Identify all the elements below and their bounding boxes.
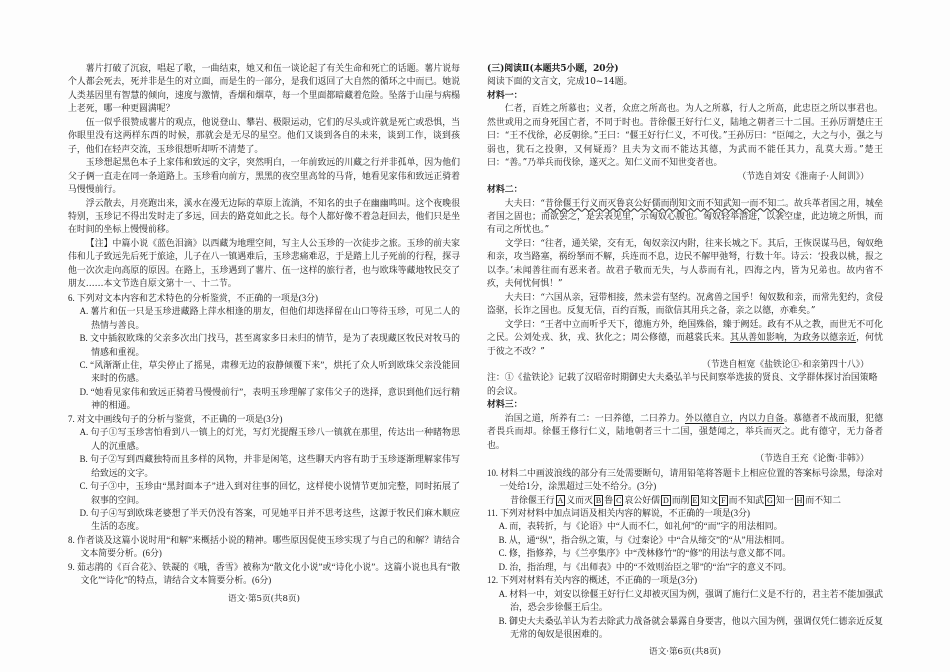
text-line	[487, 372, 883, 399]
page-5-body	[68, 63, 460, 588]
text-segment: D. “她看见家伟和致远正骑着马慢慢前行”，表明玉珍理解了家伟父子的选择，意识到他们远行精神的相通。	[79, 386, 460, 411]
passage-paragraph	[68, 117, 460, 157]
answer-option	[68, 386, 460, 413]
passage-paragraph	[487, 103, 883, 170]
text-segment: 9. 茹志鹃的《百合花》、铁凝的《哦，香雪》被称为“散文化小说”或“诗化小说”。这篇小说也具有“散文化”“诗化”的特点，请结合文本简要分析。(6分)	[68, 561, 460, 586]
text-segment: (三)阅读Ⅱ(本题共5小题，20分)	[487, 64, 619, 74]
text-segment: 哀公好儒	[624, 494, 660, 505]
answer-label-box: F	[721, 495, 726, 505]
answer-option	[487, 547, 883, 560]
text-segment: 知文	[700, 494, 719, 505]
sentence-break-options	[487, 494, 883, 507]
text-segment: 文学曰：“王者中立而听乎天下，德施方外，绝国殊俗，臻于阙廷。政有不从之教，而世无不可化之民。公刘处戎、狄，戎、狄化之；周公修德，而越裳氏来。	[487, 319, 883, 344]
question-stem	[68, 561, 460, 588]
underlined-text: 外以德自立，内以力自备	[684, 413, 785, 424]
text-segment: （节选自王充《论衡·非韩》）	[755, 454, 869, 465]
text-segment: 。故兵革者国之用，城垒者国之固也；而欲罢之，是去表见里，示匈奴心腹也。匈奴轻举潜进，以袭空虚，此边境之所惧，而有司之所忧也。”	[487, 198, 883, 236]
answer-label-box: D	[662, 495, 669, 505]
answer-option	[487, 615, 883, 642]
question-stem	[487, 467, 883, 494]
text-segment: 阅读下面的文言文，完成10~14题。	[487, 77, 633, 88]
page-6-body	[487, 63, 883, 641]
text-segment: （节选自桓宽《盐铁论①·和亲第四十八》）	[702, 359, 869, 370]
answer-option	[68, 480, 460, 507]
text-segment: A. 薯片和伍一只是玉珍进藏路上萍水相逢的朋友，但他们却选择留在山口等待玉珍，可见二人的热情与善良。	[79, 306, 460, 330]
text-segment: 材料三：	[487, 400, 523, 411]
page-footer-5: 语文·第5页(共8页)	[228, 593, 300, 604]
text-segment: 8. 作者谈及这篇小说时用“和解”来概括小说的精神。哪些原因促使玉珍实现了与自己的和解？请结合文本简要分析。(6分)	[68, 534, 460, 559]
passage-paragraph	[487, 292, 883, 319]
text-segment: C. 修，指修养，与《兰亭集序》中“茂林修竹”的“修”的用法与意义都不同。	[498, 548, 791, 559]
text-segment: 知一	[775, 494, 794, 505]
text-segment: ，何忧于彼之不改？”	[487, 333, 884, 357]
text-segment: 大夫曰：“	[504, 198, 545, 209]
passage-paragraph	[68, 63, 460, 117]
source-citation	[487, 171, 883, 184]
passage-paragraph	[487, 319, 883, 359]
text-segment: C. 句子③中，玉珍由“黑封面本子”进入到对往事的回忆，这样使小说情节更加完整，同时拓展了叙事的空间。	[79, 481, 460, 505]
text-segment: B. 从，通“纵”，指合纵之策，与《过秦论》中“合从缔交”的“从”用法相同。	[498, 534, 790, 545]
answer-label-box: B	[595, 495, 602, 505]
text-segment: 材料一：	[487, 90, 523, 101]
passage-paragraph	[487, 413, 883, 453]
text-segment: 义而灭	[566, 494, 593, 505]
underlined-text: 其从善如影响，为政务以德亲近	[730, 333, 857, 344]
text-segment: A. 而，表转折，与《论语》中“人而不仁，如礼何”的“而”字的用法相同。	[498, 521, 783, 532]
text-segment: 。慕德者不战而服，犯德者畏兵而却。徐偃王修行仁义，陆地朝者三十二国，强楚闻之，举兵而灭之。此有德守，无力备者也。	[487, 413, 884, 451]
text-segment: 浮云散去，月亮跑出来，溪水在漫无边际的草原上流淌，不知名的虫子在幽幽鸣叫。这个夜晚很特别，玉珍记不得出发时走了多远，回去的路竟如此之长。每个人都好像不着急赶回去，他们只是坐在时间的坐标上慢慢前移。	[68, 198, 460, 236]
question-stem	[68, 413, 460, 426]
exam-page-6	[487, 63, 883, 658]
section-heading	[487, 399, 883, 412]
answer-label-box: E	[692, 495, 698, 505]
answer-option	[487, 561, 883, 574]
question-stem	[487, 574, 883, 587]
passage-paragraph	[68, 238, 460, 292]
answer-option	[68, 305, 460, 332]
section-heading	[487, 63, 883, 76]
text-segment: A. 材料一中，刘安以徐偃王好行仁义却被灭国为例，强调了施行仁义是不行的，君主若不能加强武治，恐会步徐偃王后尘。	[498, 588, 883, 613]
answer-label-box: H	[796, 495, 803, 505]
text-segment: 仁者，百姓之所慕也；义者，众庶之所高也。为人之所慕，行人之所高，此忠臣之所以事君也。然世或用之而身死国亡者，不同于时也。昔徐偃王好行仁义，陆地之朝者三十二国。王孙厉谓楚庄王曰：“王不伐徐，必反朝徐。”王曰：“偃王好行仁义，不可伐。”王孙厉曰：“臣闻之，大之与小，强之与弱也，犹石之投卵，又何疑焉？且夫为文而不能达其德，为武而不能任其力，乱莫大焉。”楚王曰：“善。”乃举兵而伐徐，遂灭之。知仁义而不知世变者也。	[487, 104, 883, 169]
passage-paragraph	[487, 198, 883, 238]
source-citation	[487, 359, 883, 372]
text-segment: 昔徐偃王行	[510, 494, 555, 505]
text-segment: B. 御史大夫桑弘羊认为若去除武力战备就会暴露自身要害，他以六国为例，强调仅凭仁德亲近反复无常的匈奴是很困难的。	[498, 615, 883, 640]
text-segment: （节选自刘安《淮南子·人间训》）	[737, 171, 869, 182]
wavy-underlined-text: 昔徐偃王行义而灭鲁哀公好儒而削知文而不知武知一而不知二	[544, 198, 786, 209]
text-segment: 文学曰：“往者，通关梁，交有无，匈奴亲汉内附，往来长城之下。其后，王恢误谋马邑，匈奴绝和亲，攻当路塞，祸纷拏而不解，兵连而不息，边民不解甲弛弩，行数十年。诗云：‘投我以桃，报之以李。’未闻善往而有恶来者。故君子敬而无失，与人恭而有礼，四海之内，皆为兄弟也。故内省不疚，夫何忧何惧！”	[487, 238, 883, 290]
text-segment: A. 句子①写玉珍害怕看到八一镇上的灯光，写灯光提醒玉珍八一镇就在那里，传达出一种睹物思人的沉重感。	[79, 427, 460, 451]
text-segment: 鲁	[604, 494, 614, 505]
answer-option	[68, 359, 460, 386]
text-segment: 而不知武	[728, 494, 765, 505]
text-segment: 而不知二	[805, 494, 841, 505]
text-segment: 而削	[671, 494, 690, 505]
text-segment: 薯片打破了沉寂，唱起了歌，一曲结束，她又和伍一谈论起了有关生命和死亡的话题。薯片说每个人都会死去，死并非是生的对立面，而是生的一部分，是我们返回了大自然的循环之中而已。她说人类基因里有智慧的倾向，速度与激情，香烟和烟草，每一个里面都暗藏着危险。坠落于山崖与病榻上老死，哪一种更圆满呢？	[68, 64, 460, 115]
passage-paragraph	[68, 157, 460, 197]
text-segment: 7. 对文中画线句子的分析与鉴赏，不正确的一项是(3分)	[68, 413, 283, 424]
answer-label-box: G	[767, 495, 773, 505]
text-segment: 11. 下列对材料中加点词语及相关内容的解说，不正确的一项是(3分)	[487, 507, 750, 518]
section-heading	[487, 90, 883, 103]
text-segment: 玉珍想起黑色本子上家伟和致远的文字，突然明白，一年前致远的川藏之行并非孤单，因为他们父子俩一直走在同一条道路上。玉珍看向前方，黑黑的夜空里高耸的马背，她看见家伟和致远正骑着马慢慢前行。	[68, 158, 460, 196]
text-segment: C. “风渐渐止住，草尖停止了摇晃，肃穆无边的寂静倾覆下来”，烘托了众人听到欧珠父亲没能回来时的伤感。	[79, 359, 460, 384]
answer-option	[68, 426, 460, 453]
text-segment: D. 句子④写到欧珠老婆想了半天仍没有答案，可见她平日并不思考这些，这源于牧民们麻木顺应生活的态度。	[79, 507, 460, 532]
text-segment: 大夫曰：“六国从亲，冠带相接，然未尝有坚约。况禽兽之国乎！匈奴数和亲，而常先犯约，贪侵盗驱，长诈之国也。反复无信，百约百叛，而欲信其用兵之备，亲之以德，亦难矣。”	[487, 292, 883, 317]
section-heading	[487, 184, 883, 197]
answer-option	[487, 588, 883, 615]
passage-paragraph	[487, 238, 883, 292]
text-segment: 12. 下列对材料有关内容的概述，不正确的一项是(3分)	[487, 575, 698, 586]
text-segment: 治国之道，所养有二：一曰养德，二曰养力。	[504, 413, 685, 424]
answer-label-box: C	[616, 495, 622, 505]
page-footer-6: 语文·第6页(共8页)	[649, 647, 721, 658]
answer-option	[68, 332, 460, 359]
answer-option	[487, 534, 883, 547]
passage-paragraph	[68, 198, 460, 238]
question-stem	[487, 507, 883, 520]
text-segment: D. 治，指治理，与《出师表》中的“不效则治臣之罪”的“治”字的意义不同。	[498, 561, 792, 572]
text-segment: 材料二：	[487, 185, 523, 196]
answer-option	[68, 507, 460, 534]
answer-option	[487, 520, 883, 533]
text-segment: 6. 下列对文本内容和艺术特色的分析鉴赏，不正确的一项是(3分)	[68, 292, 318, 303]
question-stem	[68, 292, 460, 305]
answer-option	[68, 453, 460, 480]
source-citation	[487, 453, 883, 466]
text-segment: B. 文中插叙欧珠的父亲多次出门找马，甚至离家多日未归的情节，是为了表现藏区牧民对牧马的情感和重视。	[79, 333, 460, 357]
text-line	[487, 76, 883, 89]
text-segment: B. 句子②写到西藏独特而且多样的风物，并非是闲笔，这些聊天内容有助于玉珍逐渐理解家伟写给致远的文字。	[79, 454, 460, 478]
text-segment: 伍一似乎很赞成薯片的观点，他说登山、攀岩、极限运动，它们的尽头或许就是死亡或恐惧，当你眼里没有这两样东西的时候，那就会是无尽的星空。他们又谈到各自的未来，谈到工作，谈到孩子，他们在轻声交流，玉珍很想听却听不清楚了。	[68, 117, 460, 155]
text-segment: 注：①《盐铁论》记载了汉昭帝时期御史大夫桑弘羊与民间察举选拔的贤良、文学群体探讨治国策略的会议。	[487, 373, 878, 397]
answer-label-box: A	[557, 495, 564, 505]
text-segment: 【注】中篇小说《蓝色泪滴》以西藏为地理空间，写主人公玉珍的一次徒步之旅。玉珍的前夫家伟和儿子致远先后死于旅途，儿子在八一镇遇难后，玉珍悲痛难忍，于是踏上儿子死前的行程，探寻他一次次走向高原的原因。在路上，玉珍遇到了薯片、伍一这样的旅行者，也与欧珠等藏地牧民交了朋友……本文节选自原文第十一、十二节。	[68, 238, 460, 290]
exam-page-5	[68, 63, 460, 605]
question-stem	[68, 534, 460, 561]
text-segment: 10. 材料二中画波浪线的部分有三处需要断句，请用铅笔将答题卡上相应位置的答案标号涂黑，每涂对一处给1分，涂黑超过三处不给分。(3分)	[487, 467, 883, 492]
